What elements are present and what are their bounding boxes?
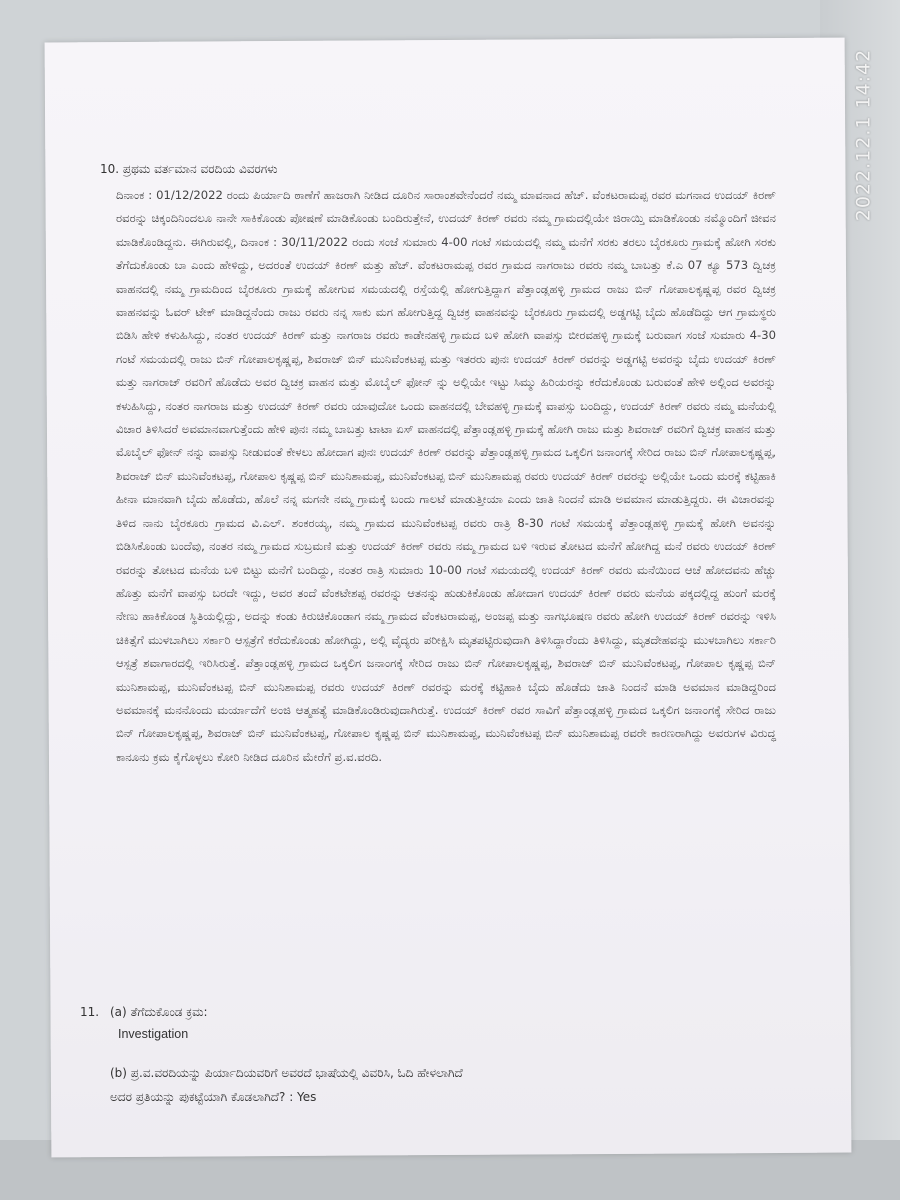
section-11a-value: Investigation — [118, 1027, 189, 1041]
section-11b — [110, 1061, 770, 1109]
timestamp-text: 2022.12.1 14:42 — [852, 48, 874, 222]
section-11-number: 11. — [80, 1005, 100, 1019]
section-11b-line1: (b) ಪ್ರ.ವ.ವರದಿಯನ್ನು ಪಿರ್ಯಾದಿಯವರಿಗೆ ಅವರದೆ ಭಾಷೆಯಲ್ಲಿ ವಿವರಿಸಿ, ಓದಿ ಹೇಳಲಾಗಿದೆ — [110, 1066, 463, 1080]
section-10-body: ದಿನಾಂಕ : 01/12/2022 ರಂದು ಪಿರ್ಯಾದಿ ಠಾಣೆಗೆ ಹಾಜರಾಗಿ ನೀಡಿದ ದೂರಿನ ಸಾರಾಂಶವೇನೆಂದರೆ ನಮ್ಮ ಮಾವನಾದ ಹೆಚ್. ವೆಂಕಟರಾಮಪ್ಪ ರವರ ಮಗನಾದ ಉದಯ್ ಕಿರಣ್ ರವರನ್ನು ಚಿಕ್ಕಂದಿನಿಂದಲೂ ನಾನೇ ಸಾಕಿಕೊಂಡು ಪೋಷಣೆ ಮಾಡಿಕೊಂಡು ಬಂದಿರುತ್ತೇನೆ, ಉದಯ್ ಕಿರಣ್ ರವರು ನಮ್ಮ ಗ್ರಾಮದಲ್ಲಿಯೇ ಜಿರಾಯ್ತಿ ಮಾಡಿಕೊಂಡು ನಮ್ಮೊಂದಿಗೆ ಜೀವನ ಮಾಡಿಕೊಂಡಿದ್ದನು. ಈಗಿರುವಲ್ಲಿ, ದಿನಾಂಕ : 30/11/2022 ರಂದು ಸಂಜೆ ಸುಮಾರು 4-00 ಗಂಟೆ ಸಮಯದಲ್ಲಿ ನಮ್ಮ ಮನೆಗೆ ಸರಕು ತರಲು ಬೈರಕೂರು ಗ್ರಾಮಕ್ಕೆ ಹೋಗಿ ಸರಕು ತೆಗೆದುಕೊಂಡು ಬಾ ಎಂದು ಹೇಳಿದ್ದು, ಅದರಂತೆ ಉದಯ್ ಕಿರಣ್ ಮತ್ತು ಹೆಚ್. ವೆಂಕಟರಾಮಪ್ಪ ರವರ ಗ್ರಾಮದ ನಾಗರಾಜು ರವರು ನಮ್ಮ ಬಾಬತ್ತು ಕೆ.ಎ 07 ಕ್ಯೂ 573 ದ್ವಿಚಕ್ರ ವಾಹನದಲ್ಲಿ ನಮ್ಮ ಗ್ರಾಮದಿಂದ ಬೈರಕೂರು ಗ್ರಾಮಕ್ಕೆ ಹೋಗುವ ಸಮಯದಲ್ಲಿ ರಸ್ತೆಯಲ್ಲಿ ಹೋಗುತ್ತಿದ್ದಾಗ ಪೆತ್ತಾಂಡ್ಲಹಳ್ಳಿ ಗ್ರಾಮದ ರಾಜು ಬಿನ್ ಗೋಪಾಲಕೃಷ್ಣಪ್ಪ ರವರ ದ್ವಿಚಕ್ರ ವಾಹನವನ್ನು ಓವರ್ ಟೇಕ್ ಮಾಡಿದ್ದನೆಂದು ರಾಜು ರವರು ನನ್ನ ಸಾಕು ಮಗ ಹೋಗುತ್ತಿದ್ದ ದ್ವಿಚಕ್ರ ವಾಹನವನ್ನು ಬೈರಕೂರು ಗ್ರಾಮದಲ್ಲಿ ಅಡ್ಡಗಟ್ಟಿ ಬೈದು ಹೊಡೆದಿದ್ದು ಆಗ ಗ್ರಾಮಸ್ಥರು ಬಿಡಿಸಿ ಹೇಳಿ ಕಳುಹಿಸಿದ್ದು, ನಂತರ ಉದಯ್ ಕಿರಣ್ ಮತ್ತು ನಾಗರಾಜ ರವರು ಕಾಡೇನಹಳ್ಳಿ ಗ್ರಾಮದ ಬಳಿ ಹೋಗಿ ವಾಪಸ್ಸು ಬೀರವಹಳ್ಳಿ ಗ್ರಾಮಕ್ಕೆ ಬರುವಾಗ ಸಂಜೆ ಸುಮಾರು 4-30 ಗಂಟೆ ಸಮಯದಲ್ಲಿ ರಾಜು ಬಿನ್ ಗೋಪಾಲಕೃಷ್ಣಪ್ಪ, ಶಿವರಾಜ್ ಬಿನ್ ಮುನಿವೆಂಕಟಪ್ಪ ಮತ್ತು ಇತರರು ಪುನಃ ಉದಯ್ ಕಿರಣ್ ರವರನ್ನು ಅಡ್ಡಗಟ್ಟಿ ಅವರನ್ನು ಬೈದು ಉದಯ್ ಕಿರಣ್ ಮತ್ತು ನಾಗರಾಜ್ ರವರಿಗೆ ಹೊಡೆದು ಅವರ ದ್ವಿಚಕ್ರ ವಾಹನ ಮತ್ತು ಮೊಬೈಲ್ ಫೋನ್ ನ್ನು ಅಲ್ಲಿಯೇ ಇಟ್ಟು ಸಿಮ್ಮು ಹಿರಿಯರನ್ನು ಕರೆದುಕೊಂಡು ಬರುವಂತೆ ಹೇಳಿ ಅಲ್ಲಿಂದ ಅವರನ್ನು ಕಳುಹಿಸಿದ್ದು, ನಂತರ ನಾಗರಾಜ ಮತ್ತು ಉದಯ್ ಕಿರಣ್ ರವರು ಯಾವುದೋ ಒಂದು ವಾಹನದಲ್ಲಿ ಬೇವಹಳ್ಳಿ ಗ್ರಾಮಕ್ಕೆ ವಾಪಸ್ಸು ಬಂದಿದ್ದು, ಉದಯ್ ಕಿರಣ್ ರವರು ನಮ್ಮ ಮನೆಯಲ್ಲಿ ವಿಚಾರ ತಿಳಿಸಿದರೆ ಅವಮಾನವಾಗುತ್ತೆಂದು ಹೇಳಿ ಪುನಃ ನಮ್ಮ ಬಾಬತ್ತು ಟಾಟಾ ಏಸ್ ವಾಹನದಲ್ಲಿ ಪೆತ್ತಾಂಡ್ಲಹಳ್ಳಿ ಗ್ರಾಮಕ್ಕೆ ಹೋಗಿ ರಾಜು ಮತ್ತು ಶಿವರಾಜ್ ರವರಿಗೆ ದ್ವಿಚಕ್ರ ವಾಹನ ಮತ್ತು ಮೊಬೈಲ್ ಫೋನ್ ನನ್ನು ವಾಪಸ್ಸು ನೀಡುವಂತೆ ಕೇಳಲು ಹೋದಾಗ ಪುನಃ ಉದಯ್ ಕಿರಣ್ ರವರನ್ನು ಪೆತ್ತಾಂಡ್ಲಹಳ್ಳಿ ಗ್ರಾಮದ ಒಕ್ಕಲಿಗ ಜನಾಂಗಕ್ಕೆ ಸೇರಿದ ರಾಜು ಬಿನ್ ಗೋಪಾಲಕೃಷ್ಣಪ್ಪ, ಶಿವರಾಜ್ ಬಿನ್ ಮುನಿವೆಂಕಟಪ್ಪ, ಗೋಪಾಲ ಕೃಷ್ಣಪ್ಪ ಬಿನ್ ಮುನಿಶಾಮಪ್ಪ, ಮುನಿವೆಂಕಟಪ್ಪ ಬಿನ್ ಮುನಿಶಾಮಪ್ಪ ರವರು ಉದಯ್ ಕಿರಣ್ ರವರನ್ನು ಅಲ್ಲಿಯೇ ಒಂದು ಮರಕ್ಕೆ ಕಟ್ಟಿಹಾಕಿ ಹೀನಾ ಮಾನವಾಗಿ ಬೈದು ಹೊಡೆದು, ಹೊಲೆ ನನ್ನ ಮಗನೇ ನಮ್ಮ ಗ್ರಾಮಕ್ಕೆ ಬಂದು ಗಾಲಟೆ ಮಾಡುತ್ತೀಯಾ ಎಂದು ಜಾತಿ ನಿಂದನೆ ಮಾಡಿ ಅವಮಾನ ಮಾಡುತ್ತಿದ್ದರು. ಈ ವಿಚಾರವನ್ನು ತಿಳಿದ ನಾನು ಬೈರಕೂರು ಗ್ರಾಮದ ವಿ.ಎಲ್. ಶಂಕರಯ್ಯ, ನಮ್ಮ ಗ್ರಾಮದ ಮುನಿವೆಂಕಟಪ್ಪ ರವರು ರಾತ್ರಿ 8-30 ಗಂಟೆ ಸಮಯಕ್ಕೆ ಪೆತ್ತಾಂಡ್ಲಹಳ್ಳಿ ಗ್ರಾಮಕ್ಕೆ ಹೋಗಿ ಅವನನ್ನು ಬಿಡಿಸಿಕೊಂಡು ಬಂದೆವು, ನಂತರ ನಮ್ಮ ಗ್ರಾಮದ ಸುಬ್ರಮಣಿ ಮತ್ತು ಉದಯ್ ಕಿರಣ್ ರವರು ನಮ್ಮ ಗ್ರಾಮದ ಬಳಿ ಇರುವ ತೋಟದ ಮನೆಗೆ ಹೋಗಿದ್ದ ಮನೆ ರವರು ಉದಯ್ ಕಿರಣ್ ರವರನ್ನು ತೋಟದ ಮನೆಯ ಬಳಿ ಬಿಟ್ಟು ಮನೆಗೆ ಬಂದಿದ್ದು, ನಂತರ ರಾತ್ರಿ ಸುಮಾರು 10-00 ಗಂಟೆ ಸಮಯದಲ್ಲಿ ಉದಯ್ ಕಿರಣ್ ರವರು ಮನೆಯಿಂದ ಆಚೆ ಹೋದವನು ಹೆಚ್ಚು ಹೊತ್ತು ಮನೆಗೆ ವಾಪಸ್ಸು ಬರದೇ ಇದ್ದು, ಅವರ ತಂದೆ ವೆಂಕಟೇಶಪ್ಪ ರವರನ್ನು ಆತನನ್ನು ಹುಡುಕಿಕೊಂಡು ಹೋದಾಗ ಉದಯ್ ಕಿರಣ್ ರವರು ಮನೆಯ ಪಕ್ಕದಲ್ಲಿದ್ದ ಹುಂಗೆ ಮರಕ್ಕೆ ನೇಣು ಹಾಕಿಕೊಂಡ ಸ್ಥಿತಿಯಲ್ಲಿದ್ದು, ಅದನ್ನು ಕಂಡು ಕಿರುಚಿಕೊಂಡಾಗ ನಮ್ಮ ಗ್ರಾಮದ ವೆಂಕಟರಾಮಪ್ಪ, ಅಂಜಪ್ಪ ಮತ್ತು ನಾಗಭೂಷಣ ರವರು ಹೋಗಿ ಉದಯ್ ಕಿರಣ್ ರವರನ್ನು ಇಳಿಸಿ ಚಿಕಿತ್ಸೆಗೆ ಮುಳಬಾಗಿಲು ಸರ್ಕಾರಿ ಆಸ್ಪತ್ರೆಗೆ ಕರೆದುಕೊಂಡು ಹೋಗಿದ್ದು, ಅಲ್ಲಿ ವೈದ್ಯರು ಪರೀಕ್ಷಿಸಿ ಮೃತಪಟ್ಟಿರುವುದಾಗಿ ತಿಳಿಸಿದ್ದಾರೆಂದು ತಿಳಿಸಿದ್ದು, ಮೃತದೇಹವನ್ನು ಮುಳಬಾಗಿಲು ಸರ್ಕಾರಿ ಆಸ್ಪತ್ರೆ ಶವಾಗಾರದಲ್ಲಿ ಇರಿಸಿರುತ್ತೆ. ಪೆತ್ತಾಂಡ್ಲಹಳ್ಳಿ ಗ್ರಾಮದ ಒಕ್ಕಲಿಗ ಜನಾಂಗಕ್ಕೆ ಸೇರಿದ ರಾಜು ಬಿನ್ ಗೋಪಾಲಕೃಷ್ಣಪ್ಪ, ಶಿವರಾಜ್ ಬಿನ್ ಮುನಿವೆಂಕಟಪ್ಪ, ಗೋಪಾಲ ಕೃಷ್ಣಪ್ಪ ಬಿನ್ ಮುನಿಶಾಮಪ್ಪ, ಮುನಿವೆಂಕಟಪ್ಪ ಬಿನ್ ಮುನಿಶಾಮಪ್ಪ ರವರು ಉದಯ್ ಕಿರಣ್ ರವರನ್ನು ಮರಕ್ಕೆ ಕಟ್ಟಿಹಾಕಿ ಬೈದು ಹೊಡೆದು ಜಾತಿ ನಿಂದನೆ ಮಾಡಿ ಅವಮಾನ ಮಾಡಿದ್ದರಿಂದ ಅವಮಾನಕ್ಕೆ ಮನನೊಂದು ಮರ್ಯಾದೆಗೆ ಅಂಜಿ ಆತ್ಮಹತ್ಯೆ ಮಾಡಿಕೊಂಡಿರುವುದಾಗಿರುತ್ತೆ. ಉದಯ್ ಕಿರಣ್ ರವರ ಸಾವಿಗೆ ಪೆತ್ತಾಂಡ್ಲಹಳ್ಳಿ ಗ್ರಾಮದ ಒಕ್ಕಲಿಗ ಜನಾಂಗಕ್ಕೆ ಸೇರಿದ ರಾಜು ಬಿನ್ ಗೋಪಾಲಕೃಷ್ಣಪ್ಪ, ಶಿವರಾಜ್ ಬಿನ್ ಮುನಿವೆಂಕಟಪ್ಪ, ಗೋಪಾಲ ಕೃಷ್ಣಪ್ಪ ಬಿನ್ ಮುನಿಶಾಮಪ್ಪ, ಮುನಿವೆಂಕಟಪ್ಪ ಬಿನ್ ಮುನಿಶಾಮಪ್ಪ ರವರೇ ಕಾರಣರಾಗಿದ್ದು ಅವರುಗಳ ವಿರುದ್ಧ ಕಾನೂನು ಕ್ರಮ ಕೈಗೊಳ್ಳಲು ಕೋರಿ ನೀಡಿದ ದೂರಿನ ಮೇರೆಗೆ ಪ್ರ.ವ.ವರದಿ. — [116, 188, 776, 764]
section-11b-line2: ಅದರ ಪ್ರತಿಯನ್ನು ಪುಕಟ್ಟೆಯಾಗಿ ಕೊಡಲಾಗಿದೆ? : Yes — [110, 1090, 317, 1104]
section-11a-label: (a) ತೆಗೆದುಕೊಂಡ ಕ್ರಮ: — [110, 1005, 208, 1019]
timestamp-overlay — [838, 40, 888, 230]
section-10-heading: 10. ಪ್ರಥಮ ವರ್ತಮಾನ ವರದಿಯ ವಿವರಗಳು — [100, 162, 278, 176]
